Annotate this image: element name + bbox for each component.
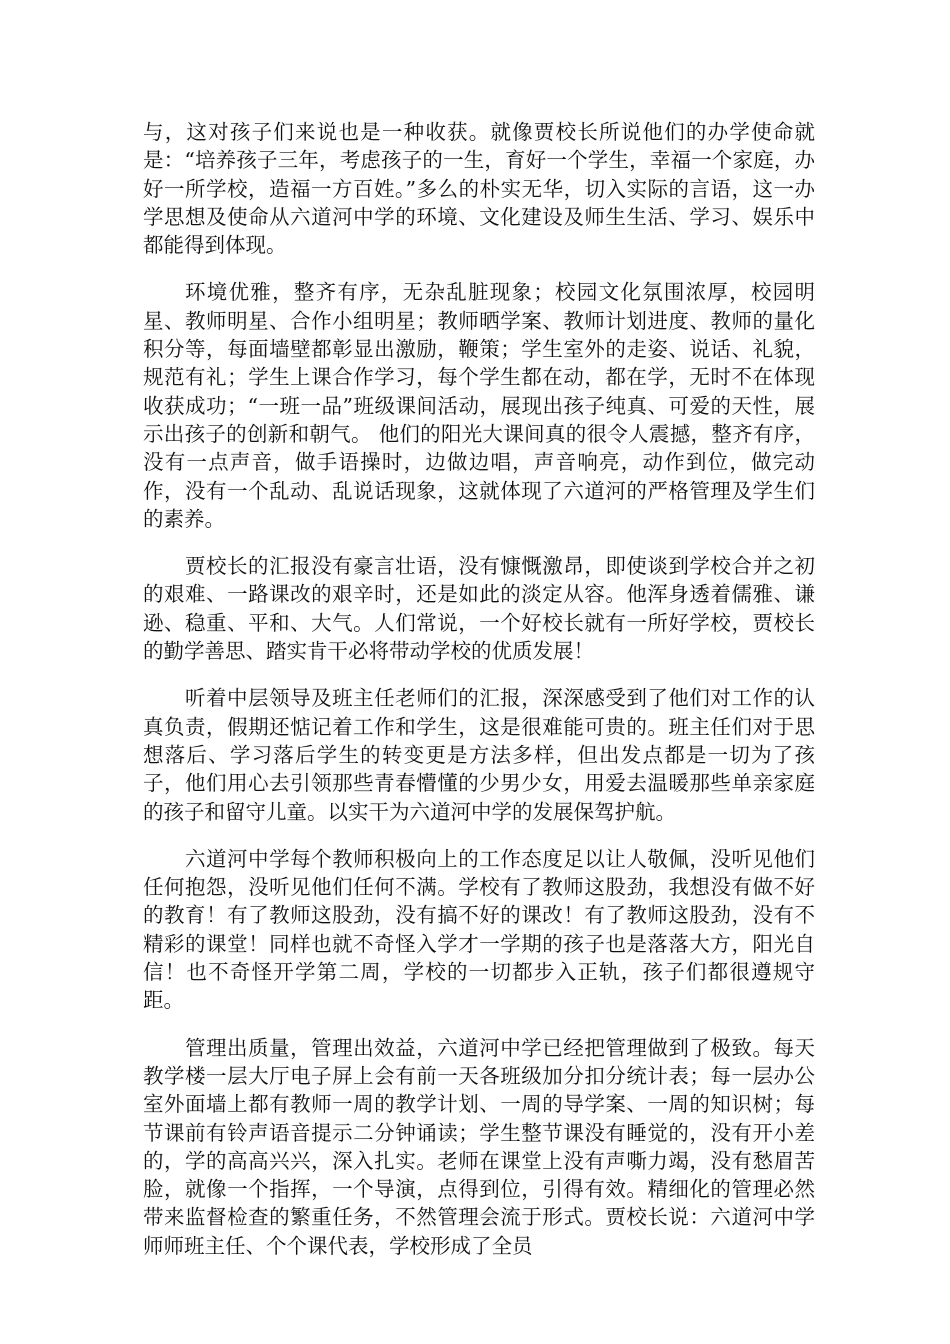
paragraph-2: 环境优雅，整齐有序，无杂乱脏现象；校园文化氛围浓厚，校园明星、教师明星、合作小组明星；教师晒学案、教师计划进度、教师的量化积分等，每面墙壁都彰显出激励，鞭策；学生室外的走姿、说话、礼貌，规范有礼；学生上课合作学习，每个学生都在动，都在学，无时不在体现收获成功；“一班一品”班级课间活动，展现出孩子纯真、可爱的天性，展示出孩子的创新和朝气。 他们的阳光大课间真的很令人震撼，整齐有序，没有一点声音，做手语操时，边做边唱，声音响亮，动作到位，做完动作，没有一个乱动、乱说话现象，这就体现了六道河的严格管理及学生们的素养。 bbox=[143, 280, 815, 531]
paragraph-6: 管理出质量，管理出效益，六道河中学已经把管理做到了极致。每天教学楼一层大厅电子屏上会有前一天各班级加分扣分统计表；每一层办公室外面墙上都有教师一周的教学计划、一周的导学案、一周的知识树；每节课前有铃声语音提示二分钟诵读；学生整节课没有睡觉的，没有开小差的，学的高高兴兴，深入扎实。老师在课堂上没有声嘶力竭，没有愁眉苦脸，就像一个指挥，一个导演，点得到位，引得有效。精细化的管理必然带来监督检查的繁重任务，不然管理会流于形式。贾校长说：六道河中学师师班主任、个个课代表，学校形成了全员 bbox=[143, 1035, 815, 1258]
paragraph-5: 六道河中学每个教师积极向上的工作态度足以让人敬佩，没听见他们任何抱怨，没听见他们任何不满。学校有了教师这股劲，我想没有做不好的教育！有了教师这股劲，没有搞不好的课改！有了教师这股劲，没有不精彩的课堂！同样也就不奇怪入学才一学期的孩子也是落落大方，阳光自信！也不奇怪开学第二周，学校的一切都步入正轨，孩子们都很遵规守距。 bbox=[143, 846, 815, 1013]
document-body bbox=[143, 118, 815, 1279]
paragraph-4: 听着中层领导及班主任老师们的汇报，深深感受到了他们对工作的认真负责，假期还惦记着工作和学生，这是很难能可贵的。班主任们对于思想落后、学习落后学生的转变更是方法多样，但出发点都是一切为了孩子，他们用心去引领那些青春懵懂的少男少女，用爱去温暖那些单亲家庭的孩子和留守儿童。以实干为六道河中学的发展保驾护航。 bbox=[143, 686, 815, 824]
paragraph-3: 贾校长的汇报没有豪言壮语，没有慷慨激昂，即使谈到学校合并之初的艰难、一路课改的艰辛时，还是如此的淡定从容。他浑身透着儒雅、谦逊、稳重、平和、大气。人们常说，一个好校长就有一所好学校，贾校长的勤学善思、踏实肯干必将带动学校的优质发展！ bbox=[143, 554, 815, 664]
paragraph-1: 与，这对孩子们来说也是一种收获。就像贾校长所说他们的办学使命就是：“培养孩子三年，考虑孩子的一生，育好一个学生，幸福一个家庭，办好一所学校，造福一方百姓。”多么的朴实无华，切入实际的言语，这一办学思想及使命从六道河中学的环境、文化建设及师生生活、学习、娱乐中都能得到体现。 bbox=[143, 120, 815, 258]
